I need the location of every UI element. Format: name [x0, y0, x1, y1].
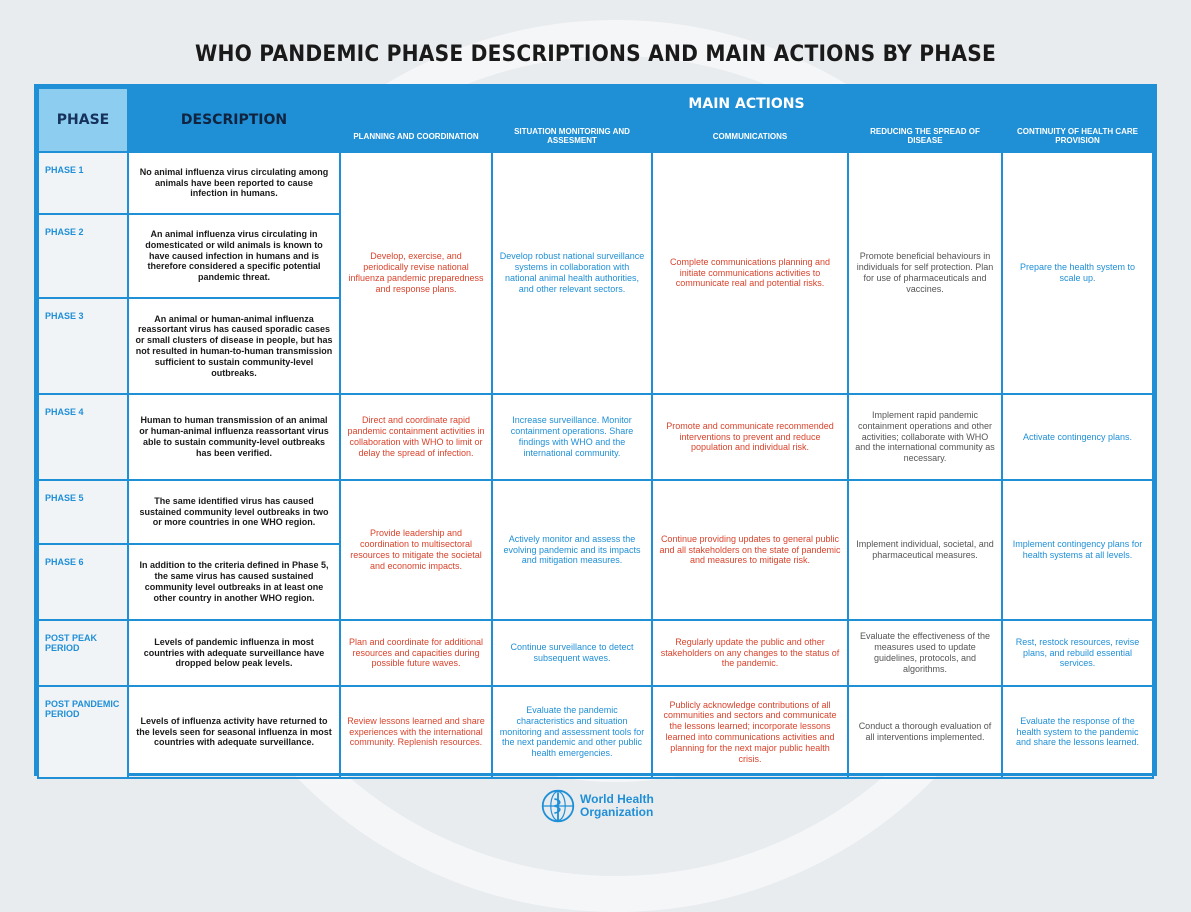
phase-description: An animal or human-animal influenza reassortant virus has caused sporadic cases or small clusters of disease in people, but has not resulted in human-to-human transmission sufficient to sustain community-level outbreaks. — [128, 298, 340, 394]
phase-label: POST PANDEMIC PERIOD — [38, 686, 128, 778]
action-planning: Review lessons learned and share experiences with the international community. Replenish resources. — [340, 686, 492, 778]
phase-label: PHASE 6 — [38, 544, 128, 620]
who-logo — [540, 788, 654, 824]
action-planning: Direct and coordinate rapid pandemic containment activities in collaboration with WHO to limit or delay the spread of infection. — [340, 394, 492, 480]
action-monitoring: Increase surveillance. Monitor containment operations. Share findings with WHO and the international community. — [492, 394, 652, 480]
phase-description: Human to human transmission of an animal or human-animal influenza reassortant virus able to sustain community-level outbreaks has been verified. — [128, 394, 340, 480]
phase-table — [34, 84, 1157, 776]
action-monitoring: Evaluate the pandemic characteristics and situation monitoring and assessment tools for the next pandemic and other public health emergencies. — [492, 686, 652, 778]
action-planning: Plan and coordinate for additional resources and capacities during possible future waves. — [340, 620, 492, 686]
action-reducing-spread: Promote beneficial behaviours in individuals for self protection. Plan for use of pharmaceuticals and vaccines. — [848, 152, 1002, 394]
action-communications: Complete communications planning and initiate communications activities to communicate real and potential risks. — [652, 152, 848, 394]
action-health-care: Activate contingency plans. — [1002, 394, 1153, 480]
phase-label: PHASE 1 — [38, 152, 128, 214]
phase-label: PHASE 2 — [38, 214, 128, 298]
action-health-care: Prepare the health system to scale up. — [1002, 152, 1153, 394]
action-planning: Provide leadership and coordination to multisectoral resources to mitigate the societal and economic impacts. — [340, 480, 492, 620]
action-planning: Develop, exercise, and periodically revise national influenza pandemic preparedness and response plans. — [340, 152, 492, 394]
page-title: WHO PANDEMIC PHASE DESCRIPTIONS AND MAIN ACTIONS BY PHASE — [194, 42, 997, 67]
phase-label: POST PEAK PERIOD — [38, 620, 128, 686]
logo-line1: World Health — [580, 792, 654, 807]
action-reducing-spread: Implement rapid pandemic containment operations and other activities; collaborate with WHO and the international community as necessary. — [848, 394, 1002, 480]
header-health-care: CONTINUITY OF HEALTH CARE PROVISION — [1002, 120, 1153, 152]
header-monitoring: SITUATION MONITORING AND ASSESMENT — [492, 120, 652, 152]
action-reducing-spread: Implement individual, societal, and pharmaceutical measures. — [848, 480, 1002, 620]
phase-description: An animal influenza virus circulating in domesticated or wild animals is known to have caused infection in humans and is therefore considered a specific potential pandemic threat. — [128, 214, 340, 298]
who-emblem-icon — [540, 788, 576, 824]
phase-description: Levels of influenza activity have returned to the levels seen for seasonal influenza in most countries with adequate surveillance. — [128, 686, 340, 778]
phase-label: PHASE 3 — [38, 298, 128, 394]
action-health-care: Implement contingency plans for health systems at all levels. — [1002, 480, 1153, 620]
action-monitoring: Actively monitor and assess the evolving pandemic and its impacts and mitigation measures. — [492, 480, 652, 620]
header-phase: PHASE — [38, 88, 128, 152]
phase-label: PHASE 5 — [38, 480, 128, 544]
header-planning: PLANNING AND COORDINATION — [340, 120, 492, 152]
header-reducing-spread: REDUCING THE SPREAD OF DISEASE — [848, 120, 1002, 152]
phase-description: Levels of pandemic influenza in most countries with adequate surveillance have dropped below peak levels. — [128, 620, 340, 686]
phase-label: PHASE 4 — [38, 394, 128, 480]
header-description: DESCRIPTION — [128, 88, 340, 152]
action-communications: Regularly update the public and other stakeholders on any changes to the status of the pandemic. — [652, 620, 848, 686]
action-monitoring: Continue surveillance to detect subsequent waves. — [492, 620, 652, 686]
action-reducing-spread: Evaluate the effectiveness of the measures used to update guidelines, protocols, and algorithms. — [848, 620, 1002, 686]
phase-description: No animal influenza virus circulating among animals have been reported to cause infection in humans. — [128, 152, 340, 214]
action-communications: Publicly acknowledge contributions of all communities and sectors and communicate the lessons learned; incorporate lessons learned into communications activities and planning for the next major public health crisis. — [652, 686, 848, 778]
phase-description: The same identified virus has caused sustained community level outbreaks in two or more countries in one WHO region. — [128, 480, 340, 544]
action-communications: Promote and communicate recommended interventions to prevent and reduce population and individual risk. — [652, 394, 848, 480]
header-main-actions: MAIN ACTIONS — [340, 88, 1153, 120]
logo-line2: Organization — [580, 805, 654, 819]
phase-description: In addition to the criteria defined in Phase 5, the same virus has caused sustained community level outbreaks in at least one other country in another WHO region. — [128, 544, 340, 620]
action-monitoring: Develop robust national surveillance systems in collaboration with national animal health authorities, and other relevant sectors. — [492, 152, 652, 394]
action-health-care: Rest, restock resources, revise plans, and rebuild essential services. — [1002, 620, 1153, 686]
action-health-care: Evaluate the response of the health system to the pandemic and share the lessons learned. — [1002, 686, 1153, 778]
action-reducing-spread: Conduct a thorough evaluation of all interventions implemented. — [848, 686, 1002, 778]
action-communications: Continue providing updates to general public and all stakeholders on the state of pandemic and measures to mitigate risk. — [652, 480, 848, 620]
header-communications: COMMUNICATIONS — [652, 120, 848, 152]
